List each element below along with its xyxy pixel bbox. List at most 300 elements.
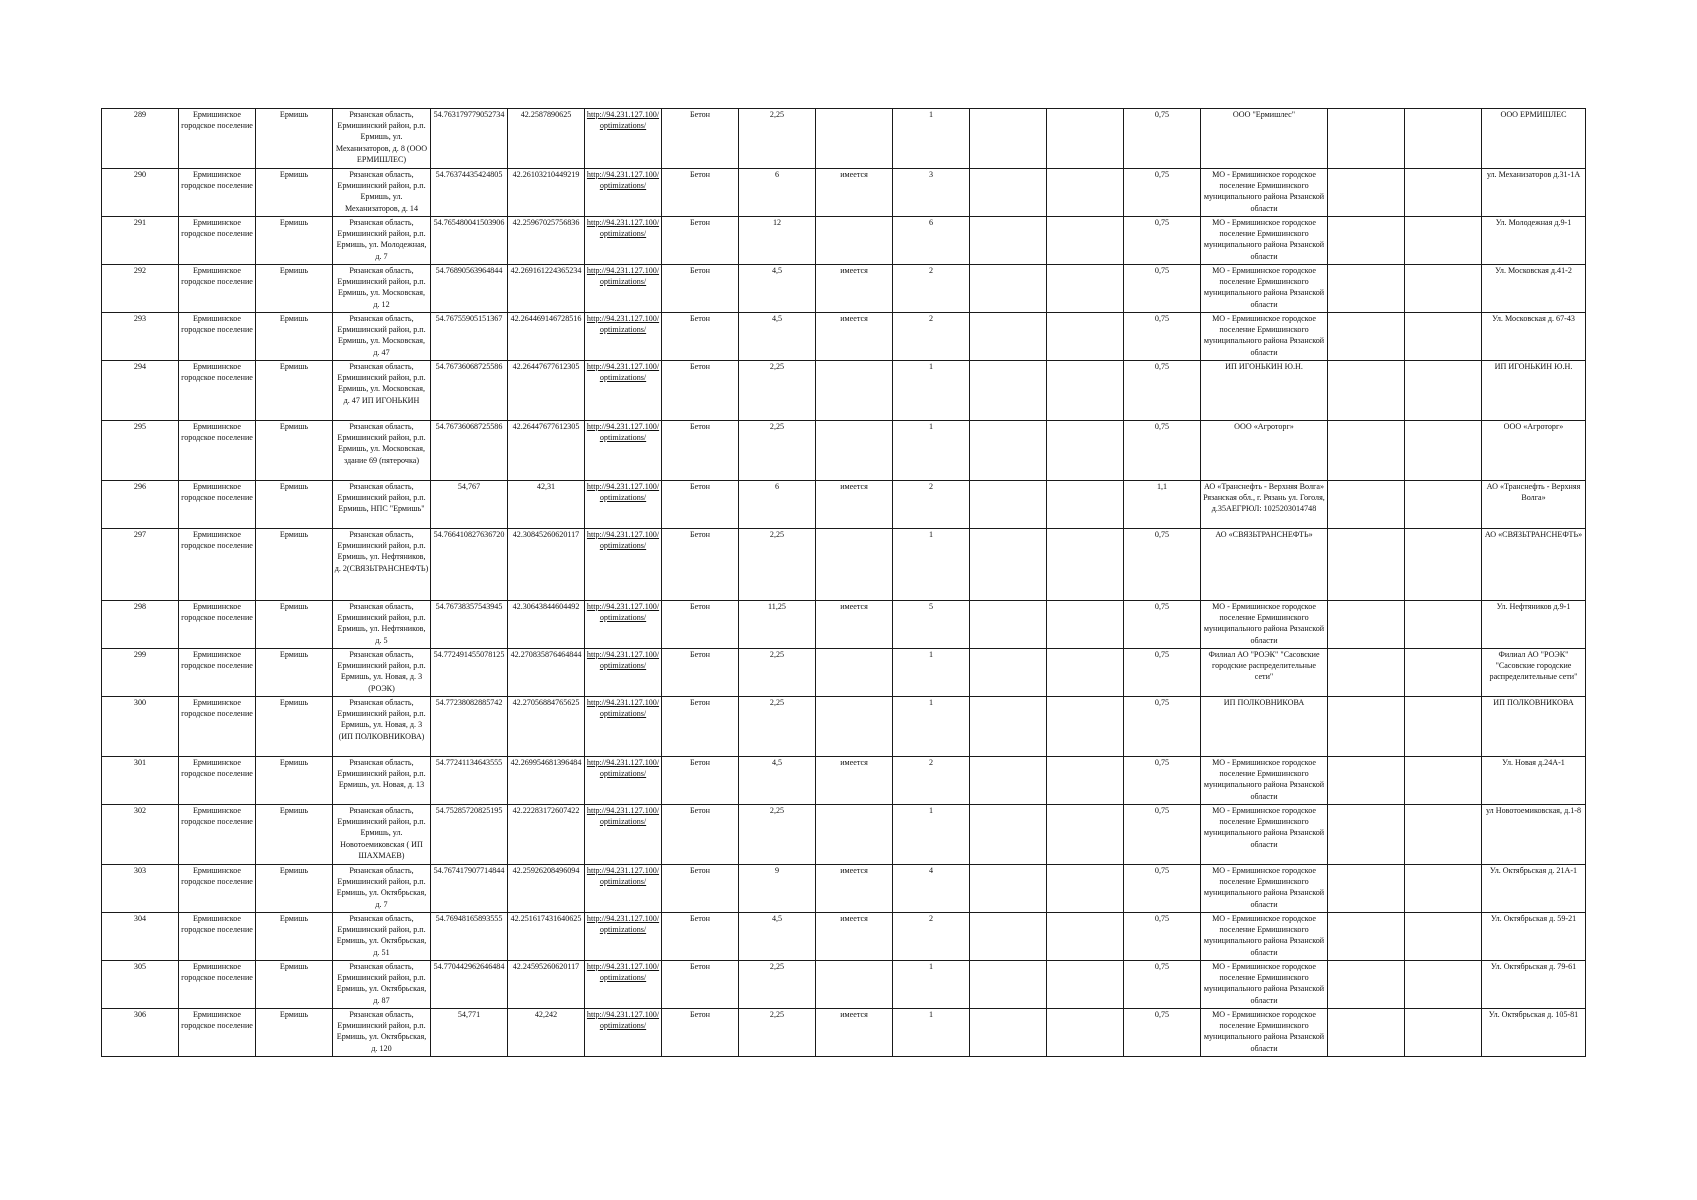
table-row (102, 109, 1586, 169)
cell-area: 4,5 (739, 757, 816, 805)
cell-locality: Ермишь (256, 217, 333, 265)
cell-empty (970, 313, 1047, 361)
cell-municipality: Ермишинское городское поселение (179, 649, 256, 697)
cell-link[interactable] (585, 169, 662, 217)
table-row (102, 265, 1586, 313)
cell-longitude: 42.26447677612305 (508, 361, 585, 421)
cell-surface: Бетон (662, 961, 739, 1009)
cell-empty (1328, 961, 1405, 1009)
cell-empty (1047, 805, 1124, 865)
cell-locality: Ермишь (256, 757, 333, 805)
cell-surface: Бетон (662, 421, 739, 481)
link-text[interactable]: http://94.231.127.100/optimizations/ (586, 422, 660, 443)
link-text[interactable]: http://94.231.127.100/optimizations/ (586, 362, 660, 383)
table-row (102, 913, 1586, 961)
cell-link[interactable] (585, 865, 662, 913)
cell-container-count: 2 (893, 913, 970, 961)
table-row (102, 529, 1586, 601)
cell-empty (1047, 697, 1124, 757)
cell-fence (816, 961, 893, 1009)
cell-address: Рязанская область, Ермишинский район, р.п. Ермишь, ул. Механизаторов, д. 8 (ООО ЕРМИШЛЕС) (333, 109, 431, 169)
table-row (102, 217, 1586, 265)
cell-municipality: Ермишинское городское поселение (179, 697, 256, 757)
cell-owner: ИП ПОЛКОВНИКОВА (1201, 697, 1328, 757)
cell-owner: ИП ИГОНЬКИН Ю.Н. (1201, 361, 1328, 421)
cell-empty (1405, 529, 1482, 601)
cell-container-volume: 0,75 (1124, 865, 1201, 913)
cell-surface: Бетон (662, 757, 739, 805)
cell-link[interactable] (585, 109, 662, 169)
cell-longitude: 42.30845260620117 (508, 529, 585, 601)
cell-latitude: 54.770442962646484 (431, 961, 508, 1009)
cell-container-volume: 0,75 (1124, 649, 1201, 697)
cell-number: 298 (102, 601, 179, 649)
cell-empty (970, 601, 1047, 649)
cell-container-volume: 0,75 (1124, 805, 1201, 865)
cell-number: 300 (102, 697, 179, 757)
cell-waste-source: Ул. Московская д. 67-43 (1482, 313, 1586, 361)
cell-empty (970, 265, 1047, 313)
cell-longitude: 42.269954681396484 (508, 757, 585, 805)
cell-fence (816, 697, 893, 757)
cell-empty (1328, 1009, 1405, 1057)
cell-container-volume: 0,75 (1124, 1009, 1201, 1057)
cell-address: Рязанская область, Ермишинский район, р.п. Ермишь, ул. Молодежная, д. 7 (333, 217, 431, 265)
cell-municipality: Ермишинское городское поселение (179, 913, 256, 961)
cell-latitude: 54.75285720825195 (431, 805, 508, 865)
cell-locality: Ермишь (256, 865, 333, 913)
cell-latitude: 54.772491455078125 (431, 649, 508, 697)
cell-municipality: Ермишинское городское поселение (179, 529, 256, 601)
cell-municipality: Ермишинское городское поселение (179, 1009, 256, 1057)
cell-municipality: Ермишинское городское поселение (179, 757, 256, 805)
cell-locality: Ермишь (256, 169, 333, 217)
cell-waste-source: ИП ИГОНЬКИН Ю.Н. (1482, 361, 1586, 421)
cell-container-volume: 0,75 (1124, 217, 1201, 265)
cell-latitude: 54.76374435424805 (431, 169, 508, 217)
cell-empty (1405, 421, 1482, 481)
cell-empty (1047, 529, 1124, 601)
cell-latitude: 54.763179779052734 (431, 109, 508, 169)
cell-surface: Бетон (662, 805, 739, 865)
cell-container-count: 1 (893, 421, 970, 481)
cell-locality: Ермишь (256, 481, 333, 529)
cell-empty (1405, 805, 1482, 865)
cell-area: 2,25 (739, 529, 816, 601)
cell-fence (816, 109, 893, 169)
cell-address: Рязанская область, Ермишинский район, р.п. Ермишь, ул. Новая, д. 3 (РОЭК) (333, 649, 431, 697)
cell-longitude: 42.25967025756836 (508, 217, 585, 265)
cell-latitude: 54.766410827636720 (431, 529, 508, 601)
cell-container-volume: 0,75 (1124, 265, 1201, 313)
cell-surface: Бетон (662, 601, 739, 649)
link-text[interactable]: http://94.231.127.100/optimizations/ (586, 218, 660, 239)
cell-owner: МО - Ермишинское городское поселение Ермишинского муниципального района Рязанской области (1201, 805, 1328, 865)
cell-number: 306 (102, 1009, 179, 1057)
cell-empty (970, 361, 1047, 421)
cell-container-count: 1 (893, 697, 970, 757)
cell-container-count: 4 (893, 865, 970, 913)
cell-link[interactable] (585, 913, 662, 961)
cell-surface: Бетон (662, 265, 739, 313)
cell-area: 4,5 (739, 313, 816, 361)
cell-link[interactable] (585, 313, 662, 361)
table-row (102, 313, 1586, 361)
cell-number: 293 (102, 313, 179, 361)
cell-address: Рязанская область, Ермишинский район, р.п. Ермишь, ул. Механизаторов, д. 14 (333, 169, 431, 217)
cell-empty (970, 913, 1047, 961)
cell-owner: МО - Ермишинское городское поселение Ермишинского муниципального района Рязанской области (1201, 865, 1328, 913)
cell-container-volume: 0,75 (1124, 529, 1201, 601)
cell-waste-source: Филиал АО "РОЭК" "Сасовские городские распределительные сети" (1482, 649, 1586, 697)
cell-container-volume: 1,1 (1124, 481, 1201, 529)
cell-empty (1328, 805, 1405, 865)
cell-waste-source: Ул. Октябрьская д. 59-21 (1482, 913, 1586, 961)
link-text[interactable]: http://94.231.127.100/optimizations/ (586, 806, 660, 827)
cell-area: 2,25 (739, 1009, 816, 1057)
cell-longitude: 42,242 (508, 1009, 585, 1057)
cell-waste-source: Ул. Октябрьская д. 105-81 (1482, 1009, 1586, 1057)
cell-empty (970, 421, 1047, 481)
cell-container-count: 1 (893, 805, 970, 865)
cell-address: Рязанская область, Ермишинский район, р.п. Ермишь, ул. Московская, д. 47 (333, 313, 431, 361)
cell-empty (1047, 649, 1124, 697)
link-text[interactable]: http://94.231.127.100/optimizations/ (586, 482, 660, 503)
cell-owner: МО - Ермишинское городское поселение Ермишинского муниципального района Рязанской области (1201, 757, 1328, 805)
cell-empty (970, 649, 1047, 697)
cell-container-volume: 0,75 (1124, 961, 1201, 1009)
cell-link[interactable] (585, 481, 662, 529)
cell-empty (1047, 757, 1124, 805)
table-row (102, 1009, 1586, 1057)
cell-area: 6 (739, 169, 816, 217)
cell-area: 6 (739, 481, 816, 529)
cell-waste-source: ООО ЕРМИШЛЕС (1482, 109, 1586, 169)
link-text[interactable]: http://94.231.127.100/optimizations/ (586, 530, 660, 551)
cell-owner: Филиал АО "РОЭК" "Сасовские городские распределительные сети" (1201, 649, 1328, 697)
cell-longitude: 42.24595260620117 (508, 961, 585, 1009)
cell-empty (1328, 421, 1405, 481)
cell-address: Рязанская область, Ермишинский район, р.п. Ермишь, ул. Московская, д. 12 (333, 265, 431, 313)
cell-empty (1328, 529, 1405, 601)
cell-area: 2,25 (739, 961, 816, 1009)
cell-container-volume: 0,75 (1124, 361, 1201, 421)
cell-fence (816, 649, 893, 697)
cell-address: Рязанская область, Ермишинский район, р.п. Ермишь, ул. Новая, д. 13 (333, 757, 431, 805)
cell-longitude: 42.264469146728516 (508, 313, 585, 361)
cell-locality: Ермишь (256, 913, 333, 961)
cell-number: 304 (102, 913, 179, 961)
table-row (102, 361, 1586, 421)
cell-surface: Бетон (662, 109, 739, 169)
cell-area: 2,25 (739, 805, 816, 865)
cell-empty (1047, 1009, 1124, 1057)
cell-fence: имеется (816, 757, 893, 805)
cell-empty (970, 481, 1047, 529)
cell-latitude: 54.76890563964844 (431, 265, 508, 313)
cell-address: Рязанская область, Ермишинский район, р.п. Ермишь, НПС "Ермишь" (333, 481, 431, 529)
cell-waste-source: Ул. Новая д.24А-1 (1482, 757, 1586, 805)
cell-locality: Ермишь (256, 805, 333, 865)
cell-municipality: Ермишинское городское поселение (179, 421, 256, 481)
cell-empty (970, 865, 1047, 913)
cell-owner: АО «СВЯЗЬТРАНСНЕФТЬ» (1201, 529, 1328, 601)
cell-latitude: 54,771 (431, 1009, 508, 1057)
link-text[interactable]: http://94.231.127.100/optimizations/ (586, 866, 660, 887)
cell-longitude: 42,31 (508, 481, 585, 529)
cell-link[interactable] (585, 1009, 662, 1057)
cell-empty (1405, 313, 1482, 361)
cell-empty (1405, 1009, 1482, 1057)
cell-link[interactable] (585, 757, 662, 805)
cell-locality: Ермишь (256, 109, 333, 169)
cell-empty (1405, 913, 1482, 961)
cell-container-volume: 0,75 (1124, 169, 1201, 217)
cell-link[interactable] (585, 529, 662, 601)
cell-empty (1328, 265, 1405, 313)
cell-link[interactable] (585, 265, 662, 313)
cell-empty (1328, 109, 1405, 169)
cell-container-volume: 0,75 (1124, 313, 1201, 361)
cell-link[interactable] (585, 601, 662, 649)
cell-empty (1047, 169, 1124, 217)
waste-sites-table (101, 108, 1586, 1057)
cell-municipality: Ермишинское городское поселение (179, 265, 256, 313)
cell-empty (1047, 601, 1124, 649)
cell-locality: Ермишь (256, 961, 333, 1009)
cell-waste-source: Ул. Московская д.41-2 (1482, 265, 1586, 313)
cell-number: 303 (102, 865, 179, 913)
cell-address: Рязанская область, Ермишинский район, р.п. Ермишь, ул. Октябрьская, д. 120 (333, 1009, 431, 1057)
cell-container-count: 2 (893, 481, 970, 529)
link-text[interactable]: http://94.231.127.100/optimizations/ (586, 602, 660, 623)
cell-owner: МО - Ермишинское городское поселение Ермишинского муниципального района Рязанской области (1201, 913, 1328, 961)
cell-latitude: 54.765480041503906 (431, 217, 508, 265)
cell-link[interactable] (585, 361, 662, 421)
cell-locality: Ермишь (256, 649, 333, 697)
cell-owner: ООО «Агроторг» (1201, 421, 1328, 481)
cell-owner: МО - Ермишинское городское поселение Ермишинского муниципального района Рязанской области (1201, 217, 1328, 265)
cell-fence: имеется (816, 913, 893, 961)
cell-address: Рязанская область, Ермишинский район, р.п. Ермишь, ул. Московская, здание 69 (пятерочка) (333, 421, 431, 481)
table-row (102, 865, 1586, 913)
cell-link[interactable] (585, 961, 662, 1009)
cell-municipality: Ермишинское городское поселение (179, 217, 256, 265)
cell-waste-source: ООО «Агроторг» (1482, 421, 1586, 481)
cell-container-count: 1 (893, 961, 970, 1009)
link-text[interactable]: http://94.231.127.100/optimizations/ (586, 698, 660, 719)
cell-empty (1047, 421, 1124, 481)
cell-link[interactable] (585, 805, 662, 865)
cell-number: 302 (102, 805, 179, 865)
cell-number: 295 (102, 421, 179, 481)
cell-locality: Ермишь (256, 1009, 333, 1057)
cell-empty (1405, 961, 1482, 1009)
link-text[interactable]: http://94.231.127.100/optimizations/ (586, 110, 660, 131)
cell-longitude: 42.270835876464844 (508, 649, 585, 697)
cell-locality: Ермишь (256, 313, 333, 361)
cell-container-count: 1 (893, 529, 970, 601)
cell-empty (1328, 865, 1405, 913)
cell-owner: МО - Ермишинское городское поселение Ермишинского муниципального района Рязанской области (1201, 601, 1328, 649)
cell-area: 12 (739, 217, 816, 265)
table-row (102, 697, 1586, 757)
cell-number: 290 (102, 169, 179, 217)
cell-longitude: 42.251617431640625 (508, 913, 585, 961)
cell-container-count: 1 (893, 361, 970, 421)
link-text[interactable]: http://94.231.127.100/optimizations/ (586, 650, 660, 671)
cell-link[interactable] (585, 421, 662, 481)
cell-fence: имеется (816, 1009, 893, 1057)
cell-number: 296 (102, 481, 179, 529)
cell-container-count: 3 (893, 169, 970, 217)
cell-empty (970, 961, 1047, 1009)
cell-link[interactable] (585, 649, 662, 697)
cell-fence: имеется (816, 313, 893, 361)
link-text[interactable]: http://94.231.127.100/optimizations/ (586, 914, 660, 935)
cell-empty (1047, 265, 1124, 313)
cell-latitude: 54.76736068725586 (431, 421, 508, 481)
cell-waste-source: ИП ПОЛКОВНИКОВА (1482, 697, 1586, 757)
cell-empty (1047, 313, 1124, 361)
cell-empty (970, 217, 1047, 265)
cell-fence: имеется (816, 265, 893, 313)
cell-area: 11,25 (739, 601, 816, 649)
cell-address: Рязанская область, Ермишинский район, р.п. Ермишь, ул. Октябрьская, д. 7 (333, 865, 431, 913)
cell-address: Рязанская область, Ермишинский район, р.п. Ермишь, ул. Нефтяников, д. 5 (333, 601, 431, 649)
cell-surface: Бетон (662, 217, 739, 265)
cell-area: 4,5 (739, 913, 816, 961)
link-text[interactable]: http://94.231.127.100/optimizations/ (586, 758, 660, 779)
cell-container-volume: 0,75 (1124, 697, 1201, 757)
cell-empty (1328, 313, 1405, 361)
cell-empty (1405, 361, 1482, 421)
cell-empty (970, 109, 1047, 169)
cell-empty (1405, 601, 1482, 649)
cell-waste-source: ул. Механизаторов д.31-1А (1482, 169, 1586, 217)
cell-surface: Бетон (662, 361, 739, 421)
cell-fence (816, 805, 893, 865)
cell-container-volume: 0,75 (1124, 109, 1201, 169)
cell-fence (816, 361, 893, 421)
cell-fence: имеется (816, 481, 893, 529)
cell-empty (1405, 217, 1482, 265)
cell-longitude: 42.27056884765625 (508, 697, 585, 757)
cell-empty (1405, 109, 1482, 169)
cell-empty (970, 169, 1047, 217)
link-text[interactable]: http://94.231.127.100/optimizations/ (586, 962, 660, 983)
cell-area: 2,25 (739, 361, 816, 421)
cell-empty (1328, 757, 1405, 805)
cell-municipality: Ермишинское городское поселение (179, 961, 256, 1009)
cell-container-count: 2 (893, 757, 970, 805)
cell-owner: МО - Ермишинское городское поселение Ермишинского муниципального района Рязанской области (1201, 169, 1328, 217)
cell-number: 291 (102, 217, 179, 265)
cell-area: 4,5 (739, 265, 816, 313)
cell-latitude: 54.76736068725586 (431, 361, 508, 421)
cell-municipality: Ермишинское городское поселение (179, 361, 256, 421)
cell-empty (1328, 361, 1405, 421)
cell-container-count: 1 (893, 109, 970, 169)
link-text[interactable]: http://94.231.127.100/optimizations/ (586, 1010, 660, 1031)
cell-number: 305 (102, 961, 179, 1009)
cell-address: Рязанская область, Ермишинский район, р.п. Ермишь, ул. Октябрьская, д. 51 (333, 913, 431, 961)
cell-longitude: 42.269161224365234 (508, 265, 585, 313)
table-row (102, 421, 1586, 481)
cell-fence: имеется (816, 169, 893, 217)
cell-container-volume: 0,75 (1124, 601, 1201, 649)
cell-municipality: Ермишинское городское поселение (179, 865, 256, 913)
cell-number: 289 (102, 109, 179, 169)
cell-locality: Ермишь (256, 601, 333, 649)
cell-number: 294 (102, 361, 179, 421)
cell-empty (970, 529, 1047, 601)
cell-owner: МО - Ермишинское городское поселение Ермишинского муниципального района Рязанской области (1201, 1009, 1328, 1057)
cell-latitude: 54.767417907714844 (431, 865, 508, 913)
cell-locality: Ермишь (256, 529, 333, 601)
cell-locality: Ермишь (256, 697, 333, 757)
cell-waste-source: Ул. Октябрьская д. 79-61 (1482, 961, 1586, 1009)
cell-empty (1047, 481, 1124, 529)
cell-empty (1047, 217, 1124, 265)
cell-owner: ООО "Ермишлес" (1201, 109, 1328, 169)
link-text[interactable]: http://94.231.127.100/optimizations/ (586, 314, 660, 335)
cell-municipality: Ермишинское городское поселение (179, 481, 256, 529)
cell-number: 301 (102, 757, 179, 805)
cell-longitude: 42.26103210449219 (508, 169, 585, 217)
cell-surface: Бетон (662, 529, 739, 601)
cell-waste-source: ул Новотоемиковская, д.1-8 (1482, 805, 1586, 865)
cell-empty (1047, 913, 1124, 961)
cell-area: 2,25 (739, 649, 816, 697)
cell-container-count: 1 (893, 1009, 970, 1057)
cell-area: 2,25 (739, 421, 816, 481)
table-row (102, 481, 1586, 529)
table-row (102, 601, 1586, 649)
cell-municipality: Ермишинское городское поселение (179, 805, 256, 865)
cell-longitude: 42.22283172607422 (508, 805, 585, 865)
cell-container-count: 1 (893, 649, 970, 697)
table-row (102, 757, 1586, 805)
cell-empty (1328, 697, 1405, 757)
cell-link[interactable] (585, 697, 662, 757)
cell-empty (1328, 601, 1405, 649)
link-text[interactable]: http://94.231.127.100/optimizations/ (586, 170, 660, 191)
cell-empty (1328, 481, 1405, 529)
cell-waste-source: Ул. Молодежная д.9-1 (1482, 217, 1586, 265)
cell-empty (970, 1009, 1047, 1057)
cell-empty (1047, 961, 1124, 1009)
cell-fence: имеется (816, 865, 893, 913)
cell-number: 292 (102, 265, 179, 313)
cell-container-count: 5 (893, 601, 970, 649)
cell-longitude: 42.26447677612305 (508, 421, 585, 481)
cell-container-count: 6 (893, 217, 970, 265)
cell-locality: Ермишь (256, 361, 333, 421)
cell-latitude: 54.77241134643555 (431, 757, 508, 805)
table-row (102, 169, 1586, 217)
cell-link[interactable] (585, 217, 662, 265)
cell-empty (1328, 913, 1405, 961)
cell-area: 9 (739, 865, 816, 913)
cell-locality: Ермишь (256, 265, 333, 313)
cell-surface: Бетон (662, 1009, 739, 1057)
cell-municipality: Ермишинское городское поселение (179, 109, 256, 169)
table-row (102, 961, 1586, 1009)
cell-owner: МО - Ермишинское городское поселение Ермишинского муниципального района Рязанской области (1201, 265, 1328, 313)
cell-latitude: 54,767 (431, 481, 508, 529)
link-text[interactable]: http://94.231.127.100/optimizations/ (586, 266, 660, 287)
